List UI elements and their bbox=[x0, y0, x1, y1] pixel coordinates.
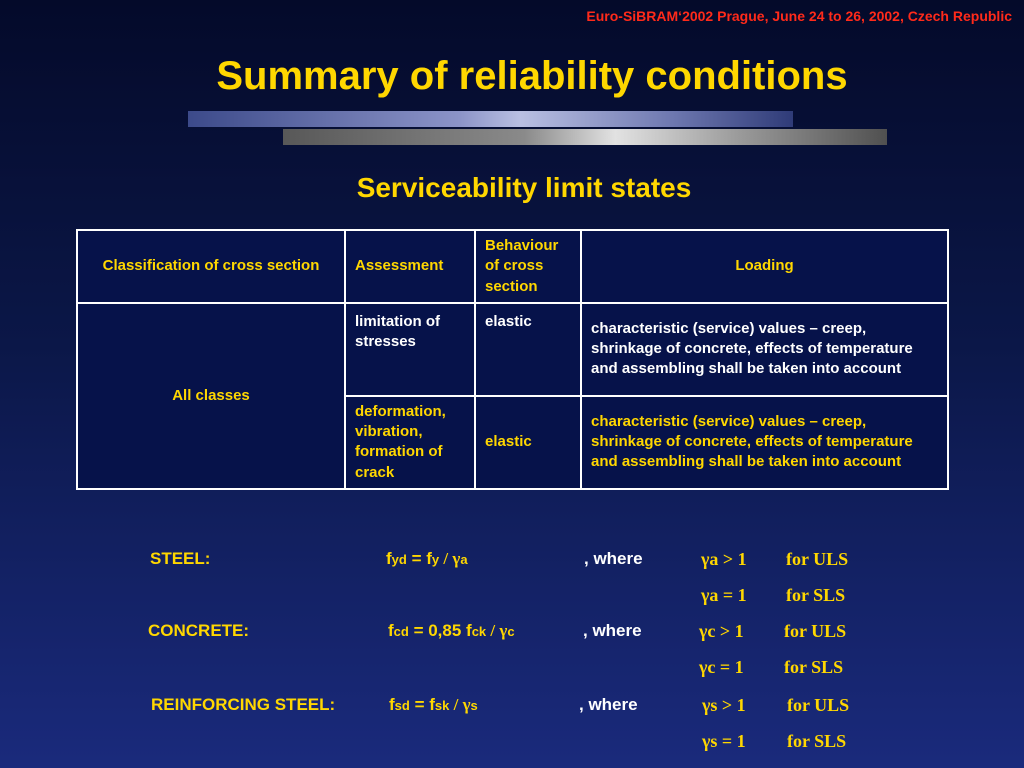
reinforcing-sls-label: for SLS bbox=[787, 731, 847, 751]
steel-sls-label: for SLS bbox=[786, 585, 846, 605]
steel-where: , where bbox=[584, 549, 643, 568]
reinforcing-steel-where: , where bbox=[579, 695, 638, 714]
all-classes-cell: All classes bbox=[77, 303, 345, 489]
concrete-sls-condition: γc = 1 bbox=[699, 657, 744, 677]
assessment-cell: limitation of stresses bbox=[345, 303, 475, 396]
header-assessment: Assessment bbox=[345, 230, 475, 303]
table-row bbox=[77, 303, 948, 396]
assessment-cell: deformation, vibration, formation of crack bbox=[345, 396, 475, 489]
reinforcing-steel-formula: fsd = fsk / γs bbox=[389, 695, 478, 714]
header-behaviour: Behaviour of cross section bbox=[475, 230, 581, 303]
reinforcing-steel-label: REINFORCING STEEL: bbox=[151, 695, 336, 714]
steel-uls-label: for ULS bbox=[786, 549, 849, 569]
concrete-formula: fcd = 0,85 fck / γc bbox=[388, 621, 515, 640]
slide-subtitle: Serviceability limit states bbox=[356, 172, 692, 203]
loading-cell: characteristic (service) values – creep, shrinkage of concrete, effects of temperature and assembling shall be taken into account bbox=[581, 396, 948, 489]
reinforcing-sls-condition: γs = 1 bbox=[702, 731, 746, 751]
behaviour-cell: elastic bbox=[475, 396, 581, 489]
loading-cell: characteristic (service) values – creep, shrinkage of concrete, effects of temperature and assembling shall be taken into account bbox=[581, 303, 948, 396]
steel-sls-condition: γa = 1 bbox=[701, 585, 747, 605]
table-header-row bbox=[77, 230, 948, 303]
decorative-bar-grey bbox=[283, 129, 887, 145]
concrete-where: , where bbox=[583, 621, 642, 640]
conference-note: Euro-SiBRAM‘2002 Prague, June 24 to 26, 2002, Czech Republic bbox=[586, 8, 1012, 24]
behaviour-cell: elastic bbox=[475, 303, 581, 396]
concrete-uls-label: for ULS bbox=[784, 621, 847, 641]
header-classification: Classification of cross section bbox=[77, 230, 345, 303]
concrete-label: CONCRETE: bbox=[148, 621, 250, 640]
steel-formula: fyd = fy / γa bbox=[386, 549, 468, 568]
serviceability-table bbox=[76, 229, 949, 490]
steel-uls-condition: γa > 1 bbox=[701, 549, 747, 569]
reinforcing-uls-label: for ULS bbox=[787, 695, 850, 715]
steel-label: STEEL: bbox=[150, 549, 211, 568]
header-loading: Loading bbox=[581, 230, 948, 303]
decorative-bar-blue bbox=[188, 111, 793, 127]
concrete-sls-label: for SLS bbox=[784, 657, 844, 677]
slide-title: Summary of reliability conditions bbox=[216, 54, 848, 98]
concrete-uls-condition: γc > 1 bbox=[699, 621, 744, 641]
reinforcing-uls-condition: γs > 1 bbox=[702, 695, 746, 715]
